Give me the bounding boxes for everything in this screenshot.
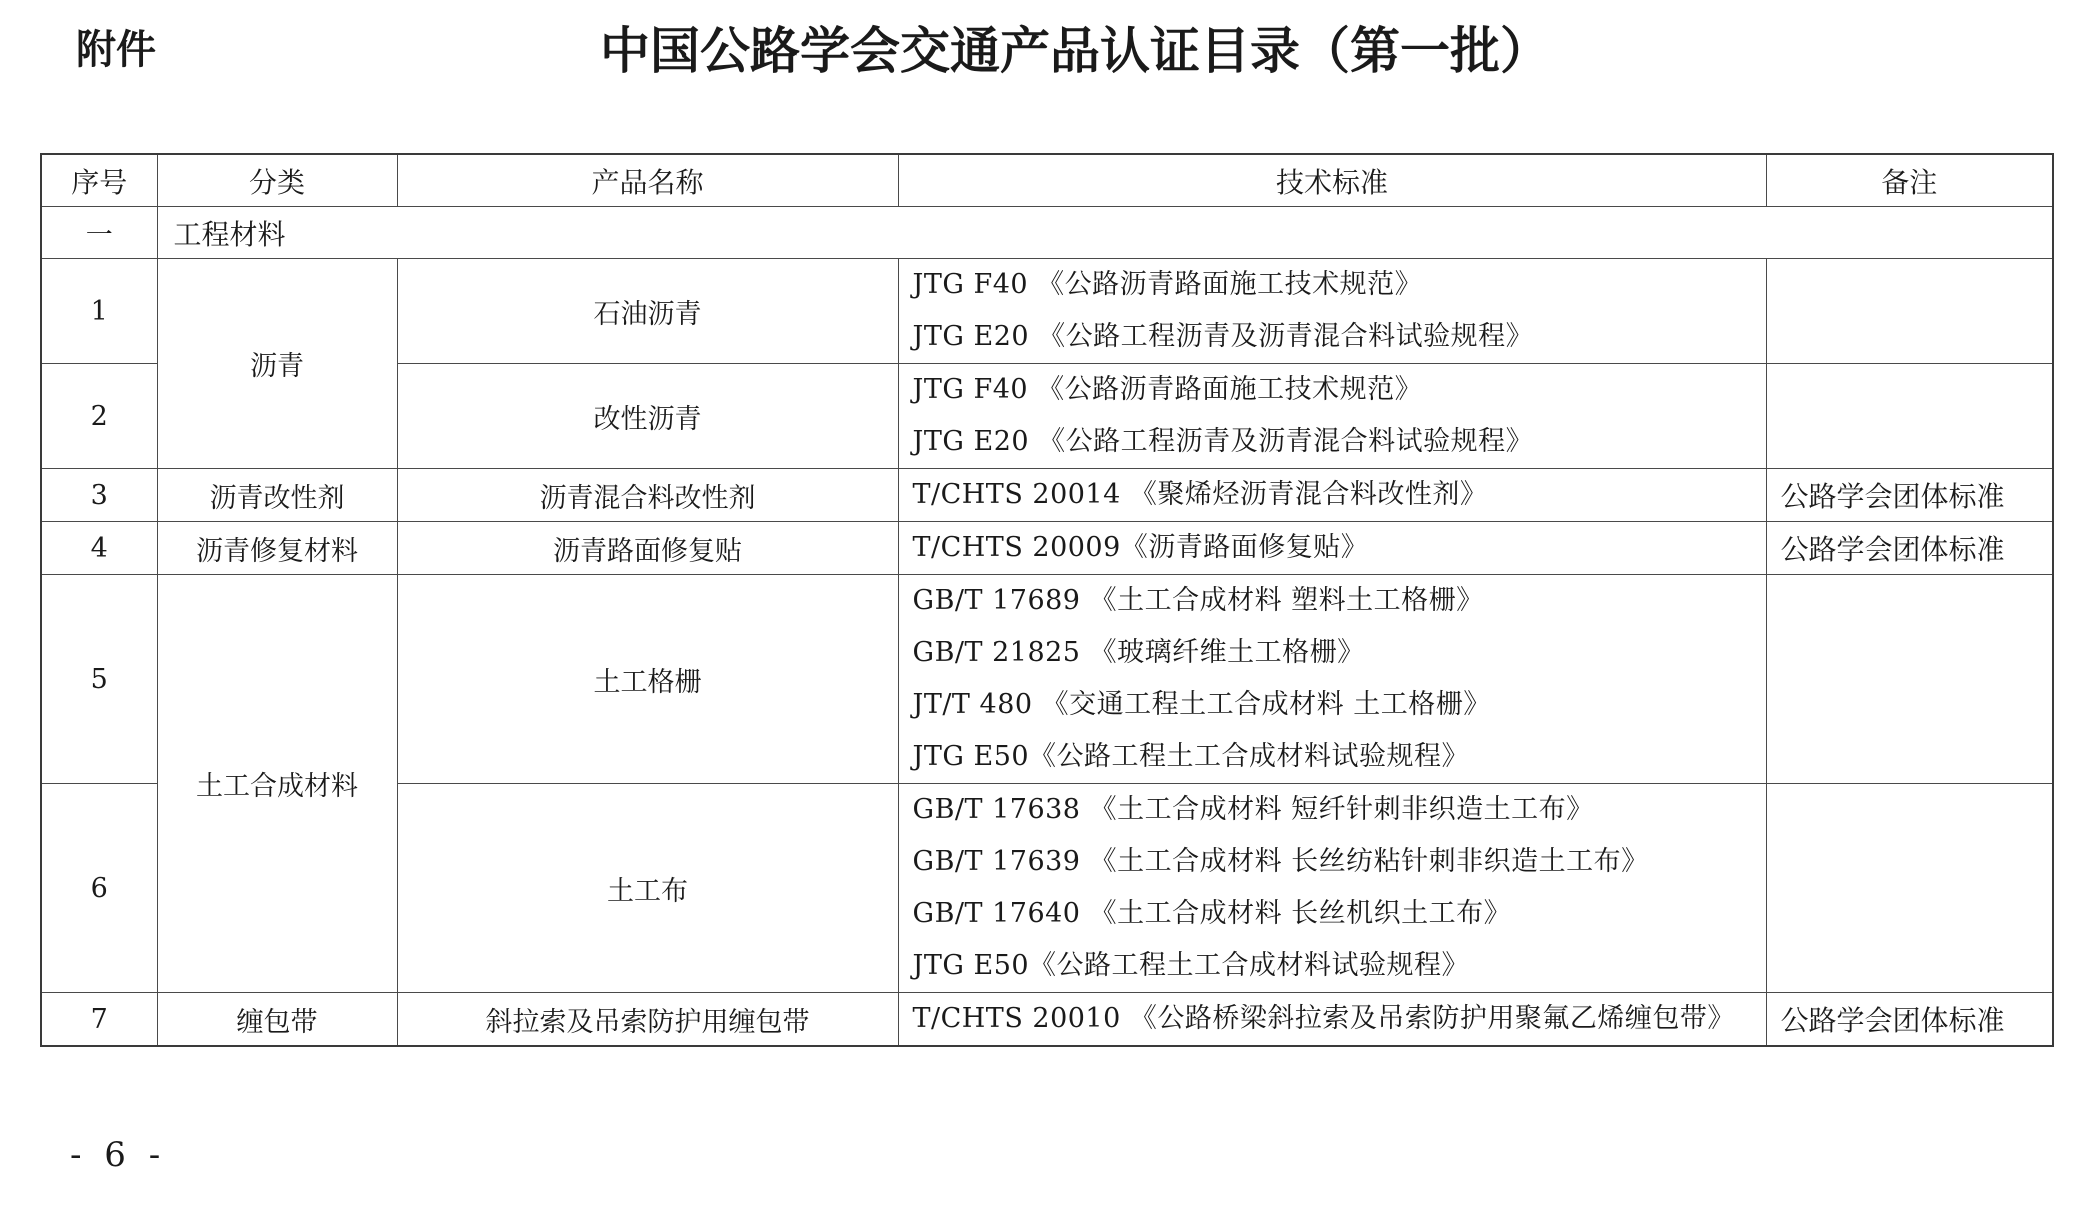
row-seq: 7 <box>41 993 157 1047</box>
row-product: 改性沥青 <box>397 364 898 469</box>
standard-line: T/CHTS 20009《沥青路面修复贴》 <box>912 532 1369 563</box>
row-category: 沥青改性剂 <box>157 469 397 522</box>
document-title: 中国公路学会交通产品认证目录（第一批） <box>600 21 1550 80</box>
row-category: 缠包带 <box>157 993 397 1047</box>
row-product: 土工格栅 <box>397 575 898 784</box>
page-number: - 6 - <box>70 1135 167 1175</box>
standard-line: T/CHTS 20010 《公路桥梁斜拉索及吊索防护用聚氟乙烯缠包带》 <box>912 1003 1735 1034</box>
standard-line: JT/T 480 《交通工程土工合成材料 土工格栅》 <box>912 689 1491 720</box>
section-row <box>41 207 2053 259</box>
table-header-row <box>41 154 2053 207</box>
table-row <box>41 575 2053 784</box>
standard-line: JTG E50《公路工程土工合成材料试验规程》 <box>912 741 1470 772</box>
column-header-standard: 技术标准 <box>898 154 1766 207</box>
standard-line: JTG E50《公路工程土工合成材料试验规程》 <box>912 950 1470 981</box>
table-row <box>41 469 2053 522</box>
row-standards <box>898 993 1766 1047</box>
certification-catalog-table <box>40 153 2054 1047</box>
row-product: 斜拉索及吊索防护用缠包带 <box>397 993 898 1047</box>
row-seq: 1 <box>41 259 157 364</box>
row-product: 石油沥青 <box>397 259 898 364</box>
row-note: 公路学会团体标准 <box>1766 522 2053 575</box>
row-seq: 4 <box>41 522 157 575</box>
row-seq: 2 <box>41 364 157 469</box>
row-category: 沥青修复材料 <box>157 522 397 575</box>
row-product: 沥青混合料改性剂 <box>397 469 898 522</box>
standard-line: GB/T 17689 《土工合成材料 塑料土工格栅》 <box>912 585 1484 616</box>
column-header-seq: 序号 <box>41 154 157 207</box>
section-number: 一 <box>41 207 157 259</box>
row-note: 公路学会团体标准 <box>1766 993 2053 1047</box>
row-note: 公路学会团体标准 <box>1766 469 2053 522</box>
row-note <box>1766 364 2053 469</box>
standard-line: GB/T 21825 《玻璃纤维土工格栅》 <box>912 637 1365 668</box>
column-header-product: 产品名称 <box>397 154 898 207</box>
attachment-label: 附件 <box>76 27 156 73</box>
row-standards <box>898 575 1766 784</box>
standard-line: JTG F40 《公路沥青路面施工技术规范》 <box>912 269 1423 300</box>
row-seq: 6 <box>41 784 157 993</box>
row-product: 沥青路面修复贴 <box>397 522 898 575</box>
table-row <box>41 522 2053 575</box>
column-header-category: 分类 <box>157 154 397 207</box>
row-category: 沥青 <box>157 259 397 469</box>
row-standards <box>898 469 1766 522</box>
column-header-note: 备注 <box>1766 154 2053 207</box>
row-note <box>1766 784 2053 993</box>
table-row <box>41 259 2053 364</box>
standard-line: JTG F40 《公路沥青路面施工技术规范》 <box>912 374 1423 405</box>
row-standards <box>898 522 1766 575</box>
row-seq: 3 <box>41 469 157 522</box>
row-seq: 5 <box>41 575 157 784</box>
standard-line: T/CHTS 20014 《聚烯烃沥青混合料改性剂》 <box>912 479 1488 510</box>
standard-line: GB/T 17639 《土工合成材料 长丝纺粘针刺非织造土工布》 <box>912 846 1649 877</box>
standard-line: GB/T 17638 《土工合成材料 短纤针刺非织造土工布》 <box>912 794 1594 825</box>
standard-line: JTG E20 《公路工程沥青及沥青混合料试验规程》 <box>912 321 1534 352</box>
standard-line: GB/T 17640 《土工合成材料 长丝机织土工布》 <box>912 898 1512 929</box>
row-standards <box>898 259 1766 364</box>
standard-line: JTG E20 《公路工程沥青及沥青混合料试验规程》 <box>912 426 1534 457</box>
section-title: 工程材料 <box>157 207 2053 259</box>
row-standards <box>898 364 1766 469</box>
row-product: 土工布 <box>397 784 898 993</box>
row-standards <box>898 784 1766 993</box>
row-category: 土工合成材料 <box>157 575 397 993</box>
table-row <box>41 993 2053 1047</box>
row-note <box>1766 575 2053 784</box>
row-note <box>1766 259 2053 364</box>
